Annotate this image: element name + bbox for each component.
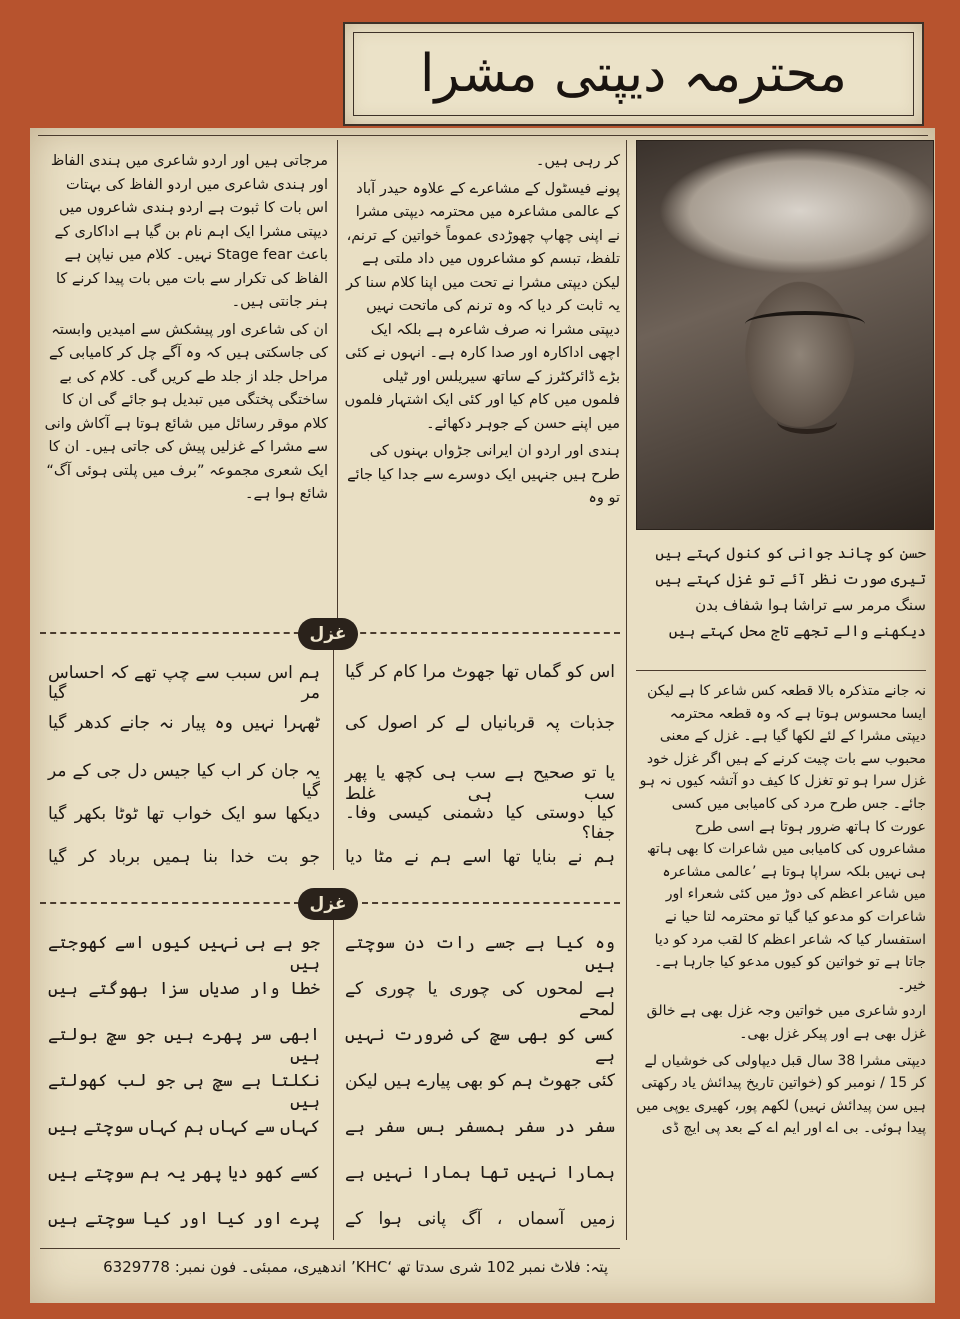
verse-line: وہ کیا ہے جسے رات دن سوچتے ہیں (345, 933, 615, 974)
article-column-middle (344, 150, 620, 515)
verse-line: ہے لمحوں کی چوری یا چوری کے لمحے (345, 979, 615, 1020)
verse-line: یہ جان کر اب کیا جیس دل جی کے مر گیا (48, 761, 320, 801)
dashed-rule (40, 632, 310, 634)
verse-line: پرے اور کیا اور کیا سوچتے ہیں (48, 1209, 320, 1229)
verse-line: جذبات پہ قربانیاں لے کر اصول کی (345, 713, 615, 733)
column-divider-1 (337, 140, 338, 630)
verse-line: نکلتا ہے سچ ہی جو لب کھولتے ہیں (48, 1071, 320, 1112)
verse-line: کسی کو بھی سچ کی ضرورت نہیں ہے (345, 1025, 615, 1066)
ghazal-label: غزل (298, 618, 358, 650)
quatrain (636, 540, 926, 644)
verse-line: کہاں سے کہاں ہم کہاں سوچتے ہیں (48, 1117, 320, 1137)
paragraph: ان کی شاعری اور پیشکش سے امیدیں وابستہ کی جاسکتی ہیں کہ وہ آگے چل کر کامیابی کے مراحل جلد از جلد طے کریں گی۔ کلام کی بے ساختگی پختگی میں تبدیل ہو جائے گی ان کا کلام موقر رسائل میں شائع ہوتا ہے آکاش وانی سے مشرا کے غزلیں پیش کی جاتی ہیں۔ ان کا ایک شعری مجموعہ ”برف میں پلتی ہوئی آگ“ شائع ہوا ہے۔ (44, 321, 328, 502)
column-divider-2 (626, 140, 627, 1240)
footer-rule (40, 1248, 620, 1249)
paragraph: اردو شاعری میں خواتین وجہ غزل بھی ہے خالق غزل بھی ہے اور پیکر غزل بھی۔ (646, 1003, 926, 1042)
photo-eyes (745, 311, 865, 337)
verse-line: کسے کھو دیا پھر یہ ہم سوچتے ہیں (48, 1163, 320, 1183)
verse-line: جو بت خدا بنا ہمیں برباد کر گیا (48, 847, 320, 867)
verse-line: دیکھا سو ایک خواب تھا ٹوٹا بکھر گیا (48, 804, 320, 824)
dashed-rule (350, 632, 620, 634)
verse-line: کیا دوستی کیا دشمنی کیسی وفا۔ جفا؟ (345, 803, 615, 843)
verse-line: دیکھنے والے تجھے تاج محل کہتے ہیں (668, 622, 926, 640)
ghazal-divider (333, 920, 334, 1240)
verse-line: ہمارا نہیں تھا ہمارا نہیں ہے (345, 1163, 615, 1183)
paragraph: دیپتی مشرا 38 سال قبل دیپاولی کی خوشیاں لے کر 15 / نومبر کو (خواتین تاریخ پیدائش یاد رکھتی ہیں سن پیدائش نہیں) لکھم پور، کھیری یوپی میں پیدا ہوئی۔ بی اے اور ایم اے کے بعد پی ایچ ڈی (636, 1052, 926, 1137)
paragraph: نہ جانے متذکرہ بالا قطعہ کس شاعر کا ہے لیکن ایسا محسوس ہوتا ہے کہ وہ قطعہ محترمہ دیپتی مشرا کے لئے لکھا گیا ہے۔ غزل کے معنی محبوب سے بات چیت کرنے کے ہیں اگر غزل خود غزل سرا ہو تو تغزل کا کیف دو آتشہ کیوں نہ ہو جائے۔ جس طرح مرد کی کامیابی میں کسی عورت کا ہاتھ ضرور ہوتا ہے اسی طرح مشاعروں کی کامیابی میں شاعرات کا بھی ہاتھ ہی نہیں بلکہ سراپا ہوتا ہے ’عالمی مشاعرہ میں شاعر اعظم کی دوڑ میں کئی شعراء اور شاعرات کو مدعو کیا گیا تو محترمہ لتا حیا نے استفسار کیا کہ شاعر اعظم کا لقب مرد کو دیا جاتا ہے تو خواتین کو کیوں مدعو کیا جارہا ہے۔ خیر۔ (639, 683, 926, 993)
verse-line: ٹھہرا نہیں وہ پیار نہ جانے کدھر گیا (48, 713, 320, 733)
article-column-right (636, 680, 926, 1144)
paragraph: پونے فیسٹول کے مشاعرے کے علاوہ حیدر آباد کے عالمی مشاعرہ میں محترمہ دیپتی مشرا نے اپنی چھاپ چھوڑدی عموماً خواتین کے ترنم، تلفظ، تبسم کو مشاعروں میں داد ملتی ہے لیکن دیپتی مشرا نے تحت میں اپنا کلام سنا کر یہ ثابت کر دیا کہ وہ ترنم کی ماتحت نہیں دیپتی مشرا نہ صرف شاعرہ ہے بلکہ ایک اچھی اداکارہ اور صدا کارہ ہے۔ انہوں نے کئی بڑے ڈائرکٹرز کے ساتھ سیریلس اور ٹیلی فلموں میں کام کیا اور کئی ایک اشتہار فلموں میں اپنے حسن کے جوہر دکھائے۔ (344, 180, 620, 432)
verse-line: اس کو گماں تھا جھوٹ مرا کام کر گیا (345, 662, 615, 682)
ghazal-divider (333, 650, 334, 870)
verse-line: جو ہے ہی نہیں کیوں اسے کھوجتے ہیں (48, 933, 320, 974)
verse-line: ہم نے بنایا تھا اسے ہم نے مٹا دیا (345, 847, 615, 867)
ghazal-label: غزل (298, 888, 358, 920)
verse-line: حسن کو چاند جوانی کو کنول کہتے ہیں (655, 544, 926, 562)
top-rule (38, 135, 928, 136)
verse-line: یا تو صحیح ہے سب ہی کچھ یا پھر سب ہی غلط (345, 763, 615, 804)
address-footer: پتہ: فلاٹ نمبر 102 شری سدتا تھ ‘KHC’ اندھیری، ممبئی۔ فون نمبر: 6329778 (103, 1258, 608, 1276)
verse-line: تیری صورت نظر آئے تو غزل کہتے ہیں (655, 570, 926, 588)
verse-line: سفر در سفر ہمسفر بس سفر ہے (345, 1117, 615, 1137)
article-title: محترمہ دیپتی مشرا (353, 32, 914, 116)
paragraph: مرجاتی ہیں اور اردو شاعری میں ہندی الفاظ اور ہندی شاعری میں اردو الفاظ کی بہتات اس بات کا ثبوت ہے اردو ہندی شاعروں میں دیپتی مشرا ایک اہم نام بن گیا ہے اداکاری کے باعث Stage fear نہیں۔ کلام میں نیاپن ہے الفاظ کی تکرار سے بات میں بات پیدا کرنے کا ہنر جانتی ہیں۔ (50, 153, 328, 310)
verse-line: ہم اس سبب سے چپ تھے کہ احساس مر گیا (48, 663, 320, 703)
paragraph: ہندی اور اردو ان ایرانی جڑواں بہنوں کی طرح ہیں جنہیں ایک دوسرے سے جدا کیا جائے تو وہ (347, 443, 620, 506)
dashed-rule (362, 902, 620, 904)
paragraph: کر رہی ہیں۔ (535, 153, 620, 169)
dashed-rule (40, 902, 300, 904)
verse-line: خطا وار صدیاں سزا بھوگتے ہیں (48, 979, 320, 999)
portrait-photo (636, 140, 934, 530)
title-frame (343, 22, 924, 126)
article-column-left (44, 150, 328, 511)
verse-line: کئی جھوٹ ہم کو بھی پیارے ہیں لیکن (345, 1071, 615, 1091)
photo-smile (777, 409, 837, 434)
verse-line: ابھی سر پھرے ہیں جو سچ بولتے ہیں (48, 1025, 320, 1066)
verse-line: زمیں آسماں ، آگ پانی ہوا کے (345, 1209, 615, 1229)
quatrain-rule (636, 670, 926, 671)
verse-line: سنگ مرمر سے تراشا ہوا شفاف بدن (695, 596, 926, 614)
